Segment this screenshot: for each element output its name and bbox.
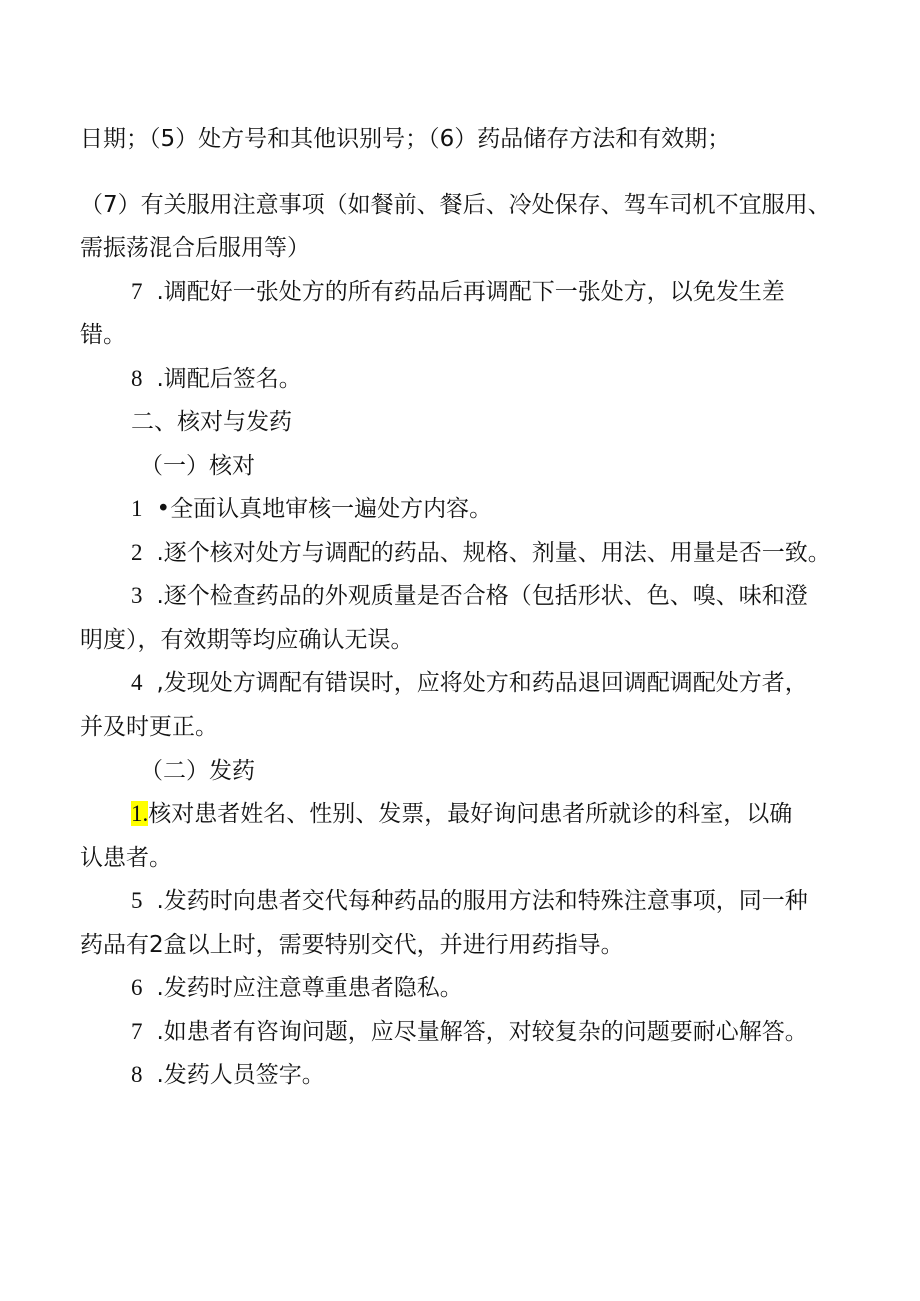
item-text: .逐个检查药品的外观质量是否合格（包括形状、色、嗅、味和澄 [156, 583, 808, 609]
list-item [131, 973, 463, 1003]
paragraph-line [80, 712, 218, 742]
item-number: 8 [131, 1062, 143, 1087]
line-text: （7）有关服用注意事项（如餐前、餐后、冷处保存、驾车司机不宜服用、 [80, 192, 831, 218]
heading-text: （二）发药 [140, 758, 255, 784]
item-number: 6 [131, 975, 143, 1000]
heading-text: （一）核对 [140, 453, 255, 479]
paragraph-line [80, 843, 172, 873]
paragraph-line [80, 930, 624, 960]
item-text: •全面认真地审核一遍处方内容。 [156, 496, 493, 522]
item-text: .调配好一张处方的所有药品后再调配下一张处方，以免发生差 [156, 279, 785, 305]
item-text: .发药时应注意尊重患者隐私。 [156, 975, 463, 1001]
list-item [131, 1060, 325, 1090]
item-number: 4 [131, 670, 143, 695]
line-text: 明度），有效期等均应确认无误。 [80, 627, 414, 653]
line-text: 日期；（5）处方号和其他识别号；（6）药品储存方法和有效期； [80, 126, 731, 152]
section-heading [131, 407, 292, 437]
list-item [131, 799, 792, 829]
highlighted-number: 1. [131, 801, 149, 826]
line-text: 需振荡混合后服用等） [80, 235, 310, 261]
item-number: 5 [131, 888, 143, 913]
list-item [131, 1017, 808, 1047]
list-item [131, 668, 808, 698]
line-text: 错。 [80, 322, 126, 348]
subsection-heading [140, 756, 255, 786]
paragraph-line [80, 320, 126, 350]
item-text: .逐个核对处方与调配的药品、规格、剂量、用法、用量是否一致。 [156, 540, 831, 566]
item-text: ,发现处方调配有错误时，应将处方和药品退回调配调配处方者， [156, 670, 808, 696]
item-number: 3 [131, 583, 143, 608]
list-item [131, 581, 808, 611]
list-item [131, 538, 831, 568]
list-item [131, 886, 808, 916]
item-text: .发药人员签字。 [156, 1062, 325, 1088]
list-item [131, 494, 492, 524]
line-text: 认患者。 [80, 845, 172, 871]
paragraph-line [80, 124, 730, 154]
item-text: .如患者有咨询问题，应尽量解答，对较复杂的问题要耐心解答。 [156, 1019, 808, 1045]
item-text: .调配后签名。 [156, 366, 302, 392]
list-item [131, 277, 785, 307]
line-text: 并及时更正。 [80, 714, 218, 740]
item-number: 7 [131, 279, 143, 304]
item-text: .发药时向患者交代每种药品的服用方法和特殊注意事项，同一种 [156, 888, 808, 914]
item-number: 8 [131, 366, 143, 391]
paragraph-line [80, 625, 414, 655]
paragraph-line [80, 190, 831, 220]
subsection-heading [140, 451, 255, 481]
item-number: 7 [131, 1019, 143, 1044]
item-number: 2 [131, 540, 143, 565]
list-item [131, 364, 302, 394]
line-text: 药品有2盒以上时，需要特别交代，并进行用药指导。 [80, 932, 624, 958]
paragraph-line [80, 233, 310, 263]
item-text: 核对患者姓名、性别、发票，最好询问患者所就诊的科室，以确 [148, 801, 793, 827]
item-number: 1 [131, 496, 143, 521]
heading-text: 二、核对与发药 [131, 409, 292, 435]
